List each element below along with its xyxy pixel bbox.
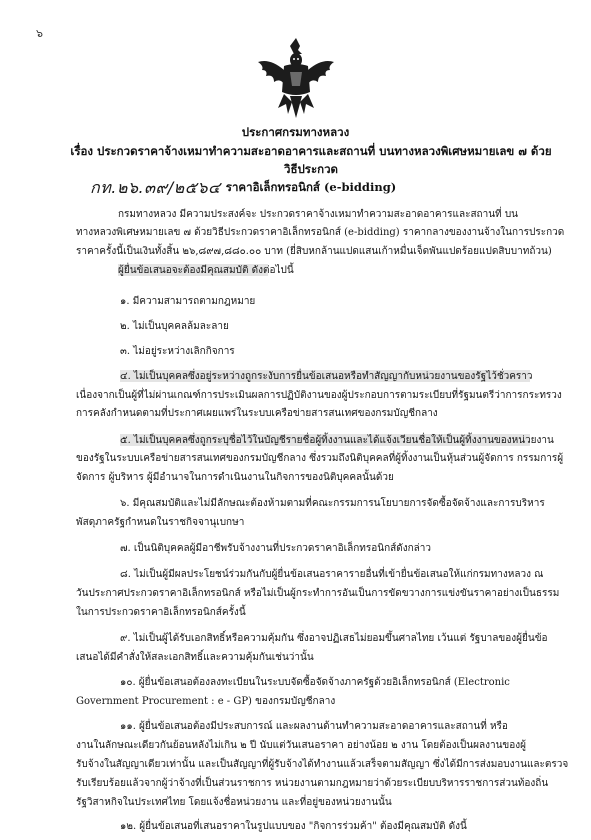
body-line: เสนอได้มีคำสั่งให้สละเอกสิทธิ์และความคุ้มกันเช่นว่านั้น (76, 652, 314, 663)
body-line: เนื่องจากเป็นผู้ที่ไม่ผ่านเกณฑ์การประเมินผลการปฏิบัติงานของผู้ประกอบการตามระเบียบที่รัฐมนตรีว่าการกระทรวง (76, 390, 562, 401)
title-line-1: เรื่อง ประกวดราคาจ้างเหมาทำความสะอาดอาคารและสถานที่ บนทางหลวงพิเศษหมายเลข ๗ ด้วยวิธีประกวด (70, 144, 552, 176)
body-line: รับเรียบร้อยแล้วจากผู้ว่าจ้างที่เป็นส่วนราชการ หน่วยงานตามกฎหมายว่าด้วยระเบียบบริหารราชการส่วนท้องถิ่น (76, 778, 549, 789)
body-line: ๘. ไม่เป็นผู้มีผลประโยชน์ร่วมกันกับผู้ยื่นข้อเสนอราคารายอื่นที่เข้ายื่นข้อเสนอให้แก่กรมทางหลวง ณ (120, 569, 544, 580)
body-line: ผู้ยื่นข้อเสนอจะต้องมีคุณสมบัติ ดังต่อไปนี้ (118, 265, 294, 276)
body-line: ๙. ไม่เป็นผู้ได้รับเอกสิทธิ์หรือความคุ้มกัน ซึ่งอาจปฏิเสธไม่ยอมขึ้นศาลไทย เว้นแต่ รัฐบาลของผู้ยื่นข้อ (120, 633, 548, 644)
body-line: ๓. ไม่อยู่ระหว่างเลิกกิจการ (120, 346, 235, 357)
body-line: ๑๒. ผู้ยื่นข้อเสนอที่เสนอราคาในรูปแบบของ "กิจการร่วมค้า" ต้องมีคุณสมบัติ ดังนี้ (120, 821, 467, 832)
body-line: การคลังกำหนดตามที่ประกาศเผยแพร่ในระบบเครือข่ายสารสนเทศของกรมบัญชีกลาง (76, 408, 438, 419)
body-line: งานในลักษณะเดียวกันย้อนหลังไม่เกิน ๒ ปี นับแต่วันเสนอราคา อย่างน้อย ๒ งาน โดยต้องเป็นผลงานของผู้ (76, 740, 527, 751)
body-line: ราคาครั้งนี้เป็นเงินทั้งสิ้น ๒๖,๘๙๗,๘๘๐.๐๐ บาท (ยี่สิบหกล้านแปดแสนเก้าหมื่นเจ็ดพันแปดร้อยแปดสิบบาทถ้วน) (76, 246, 552, 257)
body-line: ๑๐. ผู้ยื่นข้อเสนอต้องลงทะเบียนในระบบจัดซื้อจัดจ้างภาครัฐด้วยอิเล็กทรอนิกส์ (Electronic (120, 677, 510, 688)
body-line: ๕. ไม่เป็นบุคคลซึ่งถูกระบุชื่อไว้ในบัญชีรายชื่อผู้ทิ้งงานและได้แจ้งเวียนชื่อให้เป็นผู้ทิ้งงานของหน่วยงาน (120, 435, 554, 446)
body-line: กรมทางหลวง มีความประสงค์จะ ประกวดราคาจ้างเหมาทำความสะอาดอาคารและสถานที่ บน (118, 209, 519, 220)
handwritten-document-number: กท.๒๖.๓๙/๒๕๖๔ (90, 178, 221, 197)
body-line: ๒. ไม่เป็นบุคคลล้มละลาย (120, 321, 229, 332)
garuda-emblem-icon (254, 36, 338, 120)
department-name: ประกาศกรมทางหลวง (241, 125, 350, 139)
body-line: ๑. มีความสามารถตามกฎหมาย (120, 296, 256, 307)
body-line: ๖. มีคุณสมบัติและไม่มีลักษณะต้องห้ามตามที่คณะกรรมการนโยบายการจัดซื้อจัดจ้างและการบริหาร (120, 498, 545, 509)
body-line: ๑๑. ผู้ยื่นข้อเสนอต้องมีประสบการณ์ และผลงานด้านทำความสะอาดอาคารและสถานที่ หรือ (120, 721, 508, 732)
body-line: Government Procurement : e - GP) ของกรมบัญชีกลาง (76, 696, 336, 707)
body-line: ๔. ไม่เป็นบุคคลซึ่งอยู่ระหว่างถูกระงับการยื่นข้อเสนอหรือทำสัญญากับหน่วยงานของรัฐไว้ชั่วคราว (120, 371, 533, 382)
body-line: รับจ้างในสัญญาเดียวเท่านั้น และเป็นสัญญาที่ผู้รับจ้างได้ทำงานแล้วเสร็จตามสัญญา ซึ่งได้มีการส่งมอบงานและตรวจ (76, 759, 569, 770)
body-line: ของรัฐในระบบเครือข่ายสารสนเทศของกรมบัญชีกลาง ซึ่งรวมถึงนิติบุคคลที่ผู้ทิ้งงานเป็นหุ้นส่วนผู้จัดการ กรรมการผู้ (76, 453, 564, 464)
body-line: ๗. เป็นนิติบุคคลผู้มีอาชีพรับจ้างงานที่ประกวดราคาอิเล็กทรอนิกส์ดังกล่าว (120, 543, 432, 554)
body-line: จัดการ ผู้บริหาร ผู้มีอำนาจในการดำเนินงานในกิจการของนิติบุคคลนั้นด้วย (76, 472, 394, 483)
body-line: พัสดุภาครัฐกำหนดในราชกิจจานุเบกษา (76, 517, 245, 528)
body-line: วันประกาศประกวดราคาอิเล็กทรอนิกส์ หรือไม่เป็นผู้กระทำการอันเป็นการขัดขวางการแข่งขันราคาอย่างเป็นธรรม (76, 588, 560, 599)
title-line-2: ราคาอิเล็กทรอนิกส์ (e-bidding) (225, 180, 397, 194)
body-line: ทางหลวงพิเศษหมายเลข ๗ ด้วยวิธีประกวดราคาอิเล็กทรอนิกส์ (e-bidding) ราคากลางของงานจ้างในการประกวด (76, 227, 565, 238)
body-line: รัฐวิสาหกิจในประเทศไทย โดยแจ้งชื่อหน่วยงาน และที่อยู่ของหน่วยงานนั้น (76, 797, 392, 808)
body-line: ในการประกวดราคาอิเล็กทรอนิกส์ครั้งนี้ (76, 607, 246, 618)
corner-mark: ๖ (36, 27, 43, 40)
